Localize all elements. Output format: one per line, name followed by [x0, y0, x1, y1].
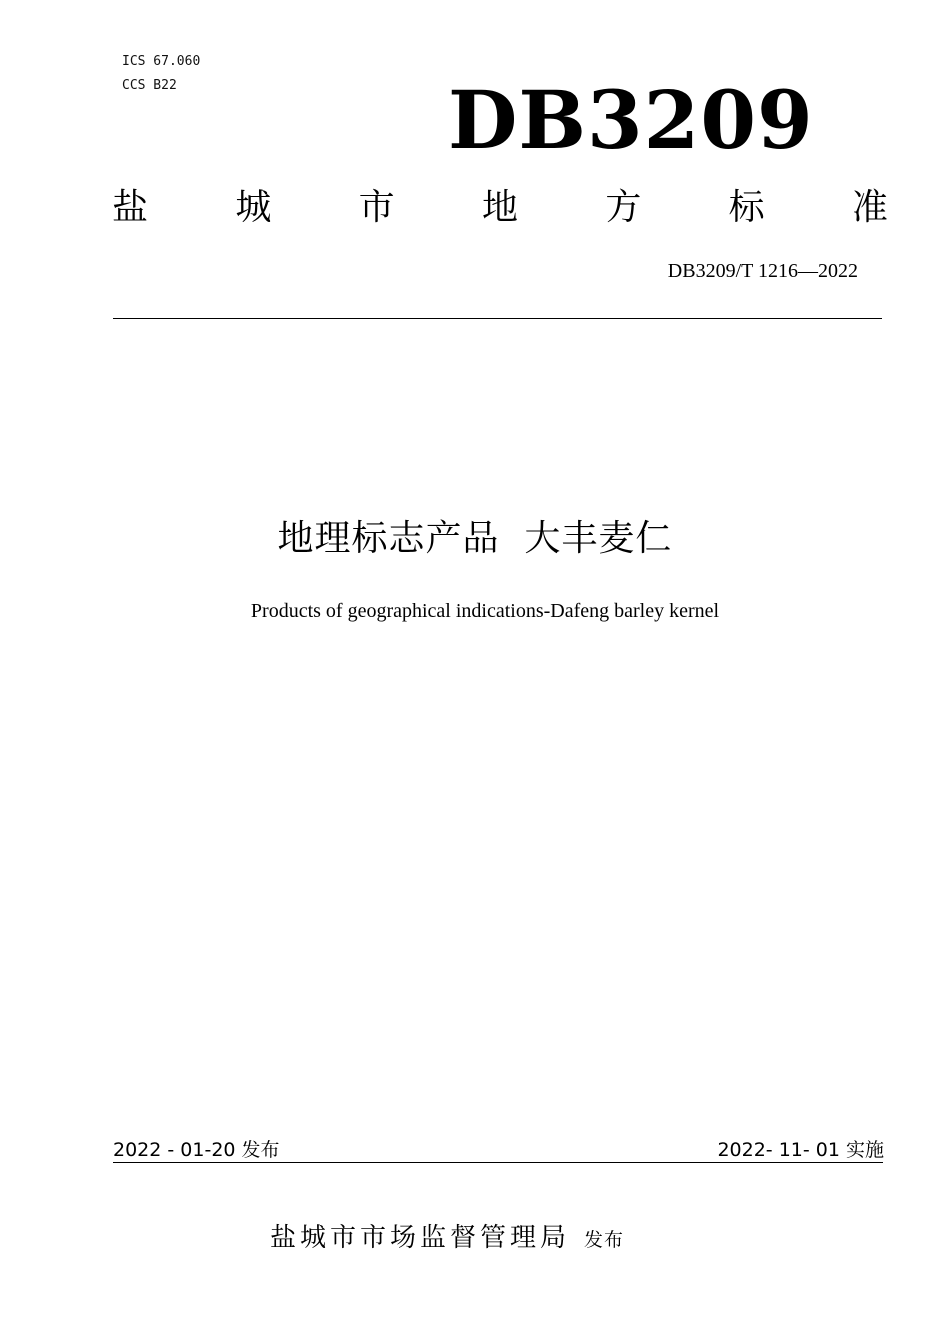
document-title: 地理标志产品 大丰麦仁 — [277, 518, 673, 559]
standard-type-char: 方 — [605, 187, 642, 228]
standard-type-char: 盐 — [112, 187, 149, 228]
standard-number: DB3209/T 1216—2022 — [667, 260, 858, 282]
header-divider — [113, 318, 882, 319]
standard-type-char: 地 — [481, 187, 518, 228]
standard-type-char: 城 — [235, 187, 272, 228]
ics-code: ICS 67.060 — [122, 54, 201, 69]
classification-codes — [122, 50, 200, 98]
issuer-name: 盐城市市场监督管理局 — [270, 1223, 571, 1253]
issuing-authority — [270, 1220, 624, 1258]
implementation-date: 2022- 11- 01 实施 — [717, 1139, 884, 1161]
document-english-title: Products of geographical indications-Dafeng barley kernel — [250, 600, 720, 622]
standard-type-char: 市 — [358, 187, 395, 228]
issue-word: 发布 — [584, 1229, 625, 1251]
ccs-code: CCS B22 — [122, 78, 177, 93]
standard-type-char: 标 — [728, 187, 765, 228]
standard-type-title — [112, 186, 888, 230]
footer-divider — [113, 1162, 883, 1163]
standard-type-char: 准 — [851, 187, 888, 228]
standard-logo: DB3209 — [448, 73, 814, 167]
release-date: 2022 - 01-20 发布 — [113, 1139, 280, 1161]
